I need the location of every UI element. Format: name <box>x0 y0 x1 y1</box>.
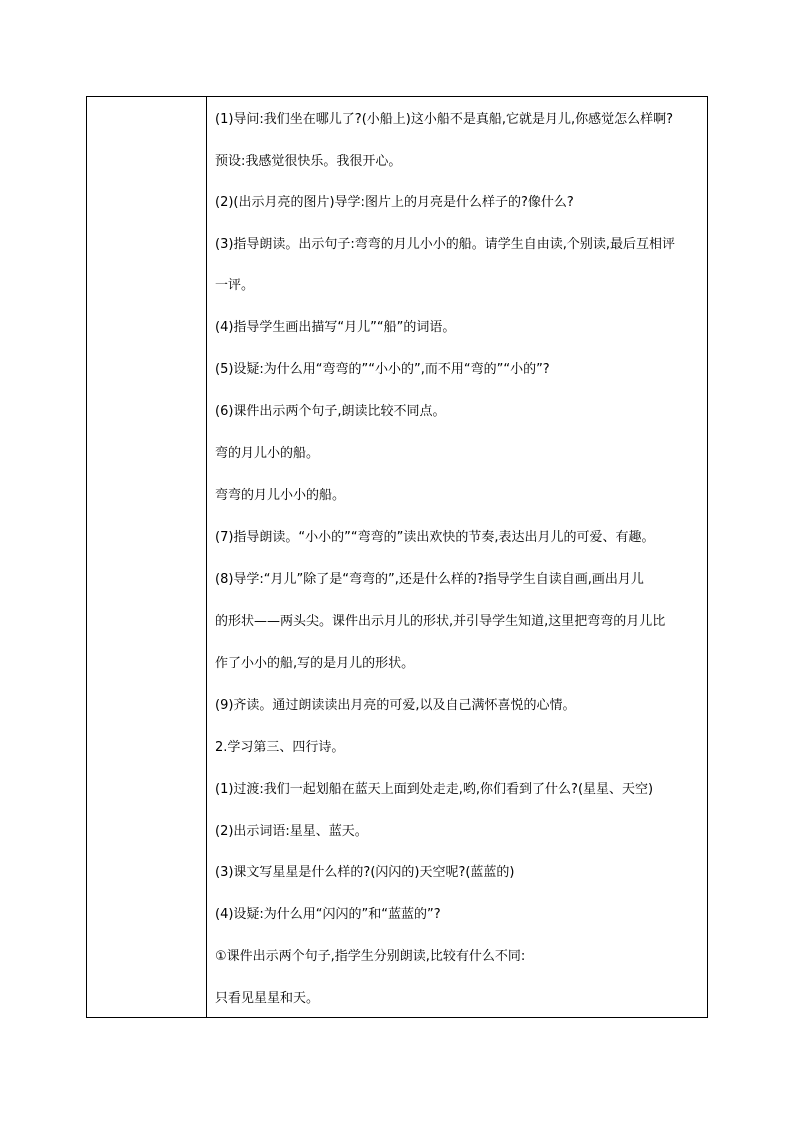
text-line: (9)齐读。通过朗读读出月亮的可爱,以及自己满怀喜悦的心情。 <box>215 698 576 713</box>
text-line: (2)(出示月亮的图片)导学:图片上的月亮是什么样子的?像什么? <box>215 195 574 210</box>
text-line: (5)设疑:为什么用“弯弯的”“小小的”,而不用“弯的”“小的”? <box>215 362 550 377</box>
text-line: (3)课文写星星是什么样的?(闪闪的)天空呢?(蓝蓝的) <box>215 865 515 880</box>
table-right-cell <box>207 97 707 1017</box>
text-line: (3)指导朗读。出示句子:弯弯的月儿小小的船。请学生自由读,个别读,最后互相评 <box>215 237 676 252</box>
text-line: 的形状——两头尖。课件出示月儿的形状,并引导学生知道,这里把弯弯的月儿比 <box>215 614 666 629</box>
text-line: (4)设疑:为什么用“闪闪的”和“蓝蓝的”? <box>215 907 441 922</box>
text-line: 一评。 <box>215 278 255 293</box>
text-line: (2)出示词语:星星、蓝天。 <box>215 824 368 839</box>
text-line: (8)导学:“月儿”除了是“弯弯的”,还是什么样的?指导学生自读自画,画出月儿 <box>215 572 644 587</box>
text-line: 弯的月儿小的船。 <box>215 446 320 461</box>
text-line: (7)指导朗读。“小小的”“弯弯的”读出欢快的节奏,表达出月儿的可爱、有趣。 <box>215 530 655 545</box>
text-line: (1)导问:我们坐在哪儿了?(小船上)这小船不是真船,它就是月儿,你感觉怎么样啊? <box>215 112 674 127</box>
lesson-table <box>86 96 708 1018</box>
text-line: (1)过渡:我们一起划船在蓝天上面到处走走,哟,你们看到了什么?(星星、天空) <box>215 782 654 797</box>
table-left-cell <box>87 97 207 1017</box>
text-line: 弯弯的月儿小小的船。 <box>215 488 346 503</box>
text-line: (6)课件出示两个句子,朗读比较不同点。 <box>215 404 446 419</box>
text-line: 2.学习第三、四行诗。 <box>215 740 345 755</box>
text-line: (4)指导学生画出描写“月儿”“船”的词语。 <box>215 320 456 335</box>
text-line: 作了小小的船,写的是月儿的形状。 <box>215 656 415 671</box>
text-line: 只看见星星和天。 <box>215 991 320 1006</box>
text-line: ①课件出示两个句子,指学生分别朗读,比较有什么不同: <box>215 949 526 964</box>
text-line: 预设:我感觉很快乐。我很开心。 <box>215 154 402 169</box>
